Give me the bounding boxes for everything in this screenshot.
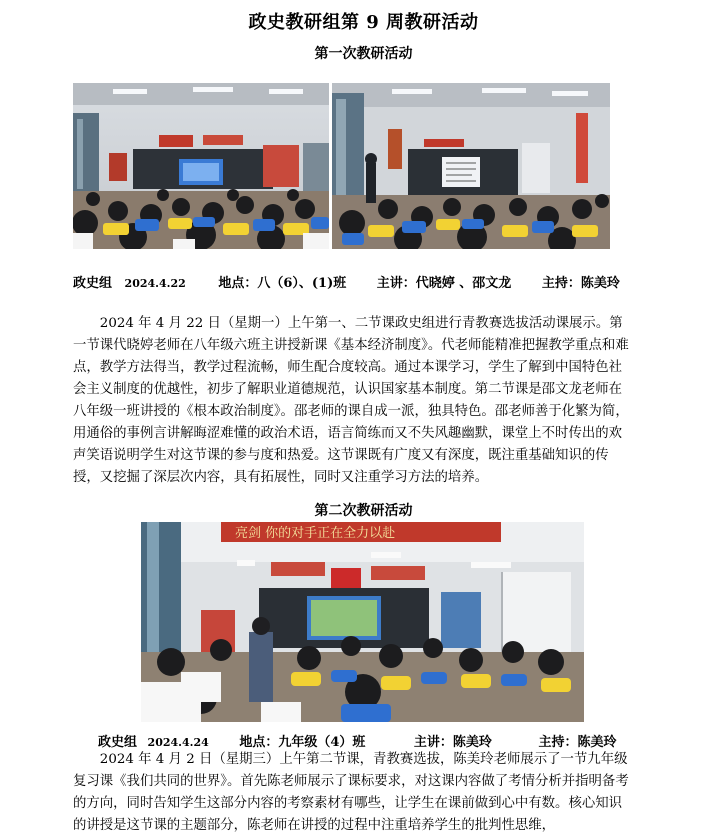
- section1-paragraph: 2024 年 4 月 22 日（星期一）上午第一、二节课政史组进行青教赛选拔活动课展示。第一节课代晓婷老师在八年级六班主讲授新课《基本经济制度》。代老师能精准把握教学重点和难点，教学方法得当，教学过程流畅，师生配合度较高。通过本课学习，学生了解到中国特色社会主义制度的优越性，初步了解职业道德规范，认识国家基本制度。第二节课是邵文龙老师在八年级一班讲授的《根本政治制度》。邵老师的课自成一派，独具特色。邵老师善于化繁为简，用通俗的事例言讲解晦涩难懂的政治术语，语言简练而又不失风趣幽默，课堂上不时传出的欢声笑语说明学生对这节课的参与度和热爱。这节课既有广度又有深度，既注重基础知识的传授，又挖掘了深层次内容，具有拓展性，同时又注重学习方法的培养。: [73, 316, 629, 485]
- section1-heading: 第一次教研活动: [314, 46, 413, 62]
- meta-date: 2024.4.22: [124, 277, 186, 290]
- classroom-photo-2: [332, 83, 610, 249]
- section2-paragraph: 2024 年 4 月 2 日（星期三）上午第二节课，青教赛选拔，陈美玲老师展示了一节九年级复习课《我们共同的世界》。首先陈老师展示了课标要求，对这课内容做了考情分析并指明备考的方向，同时告知学生这部分内容的考察素材有哪些，让学生在课前做到心中有数。核心知识的讲授是这节课的主题部分，陈老师在讲授的过程中注重培养学生的批判性思维，: [73, 752, 629, 833]
- meta-speaker: 主讲：代晓婷 、邵文龙: [376, 276, 512, 291]
- meta-group: 政史组: [73, 276, 113, 291]
- meta-location: 地点：八（6）、(1)班: [218, 276, 347, 291]
- section1-body: [73, 313, 633, 489]
- page-title: 政史教研组第 9 周教研活动: [248, 12, 479, 33]
- banner-text: 亮剑 你的对手正在全力以赴: [235, 526, 396, 541]
- meta-date: 2024.4.24: [147, 736, 209, 749]
- section2-body: [73, 749, 633, 837]
- meta-group: 政史组: [98, 735, 138, 750]
- classroom-photo-3: [141, 522, 584, 722]
- classroom-photo-1: [73, 83, 329, 249]
- meta-speaker: 主讲：陈美玲: [413, 735, 492, 750]
- meta-host: 主持：陈美玲: [541, 276, 620, 291]
- section2-heading: 第二次教研活动: [314, 503, 413, 519]
- section1-meta: [73, 272, 620, 291]
- meta-host: 主持：陈美玲: [538, 735, 617, 750]
- section2-meta: [98, 731, 616, 750]
- meta-location: 地点：九年级（4）班: [239, 735, 366, 750]
